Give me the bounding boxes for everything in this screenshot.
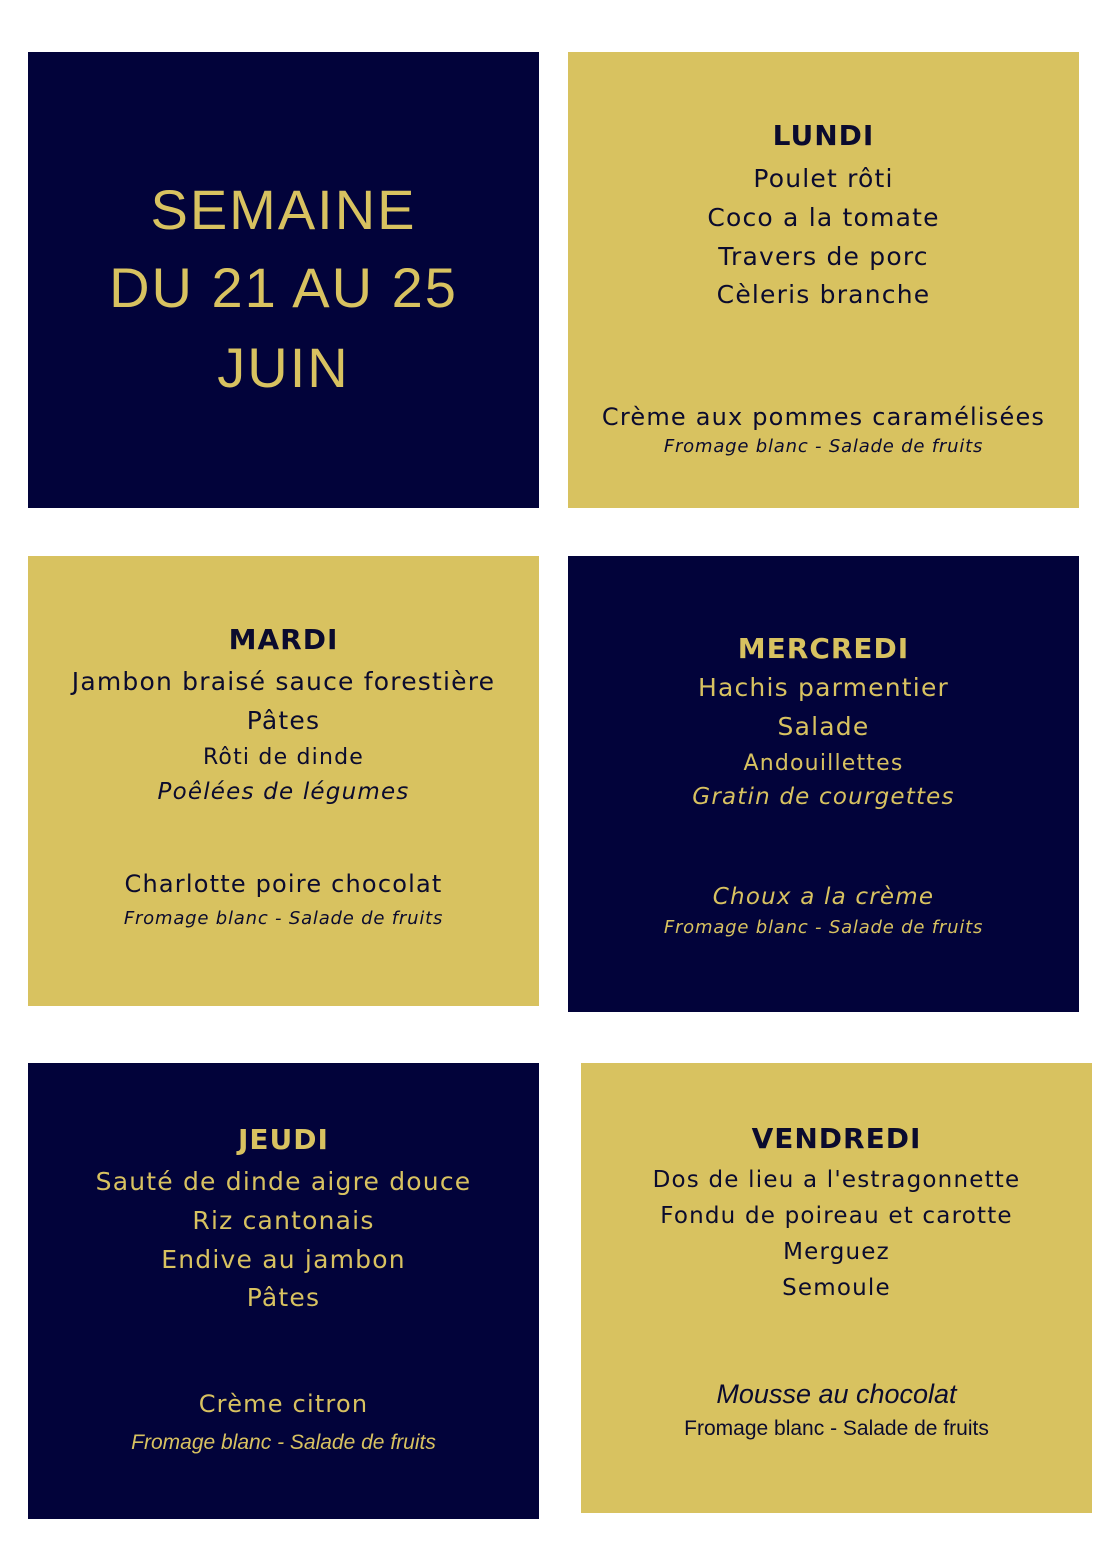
menu-panel-jeudi — [28, 1063, 539, 1519]
dish-item: Merguez — [783, 1239, 890, 1265]
week-title-line-2: DU 21 AU 25 — [109, 256, 458, 319]
dessert-item: Mousse au chocolat — [716, 1379, 957, 1409]
dish-item: Fondu de poireau et carotte — [660, 1203, 1013, 1229]
day-heading: LUNDI — [772, 119, 875, 152]
dessert-alternatives: Fromage blanc - Salade de fruits — [131, 1431, 436, 1454]
menu-panel-vendredi — [581, 1063, 1092, 1513]
day-heading: MERCREDI — [737, 632, 910, 665]
dish-item: Hachis parmentier — [697, 673, 950, 702]
dessert-item: Crème aux pommes caramélisées — [601, 403, 1046, 431]
dessert-item: Crème citron — [198, 1390, 369, 1418]
dish-item: Pâtes — [246, 706, 321, 735]
dessert-alternatives: Fromage blanc - Salade de fruits — [663, 917, 984, 938]
dish-item: Jambon braisé sauce forestière — [71, 667, 496, 696]
dish-item: Sauté de dinde aigre douce — [95, 1167, 472, 1196]
dish-item: Poêlées de légumes — [157, 779, 410, 805]
dish-item: Semoule — [782, 1275, 891, 1301]
dish-item: Travers de porc — [718, 242, 929, 271]
week-title-line-1: SEMAINE — [150, 178, 417, 241]
dish-item: Endive au jambon — [161, 1245, 406, 1274]
dish-item: Gratin de courgettes — [692, 784, 955, 810]
dessert-item: Choux a la crème — [712, 884, 935, 910]
dessert-alternatives: Fromage blanc - Salade de fruits — [663, 436, 984, 457]
week-title-panel — [28, 52, 539, 508]
dessert-alternatives: Fromage blanc - Salade de fruits — [684, 1417, 989, 1440]
day-heading: JEUDI — [238, 1123, 329, 1156]
week-title-line-3: JUIN — [217, 336, 350, 399]
menu-panel-lundi — [568, 52, 1079, 508]
menu-panel-mercredi — [568, 556, 1079, 1012]
day-heading: VENDREDI — [751, 1122, 922, 1155]
dish-item: Riz cantonais — [192, 1206, 375, 1235]
dish-item: Andouillettes — [743, 751, 904, 776]
dish-item: Cèleris branche — [716, 280, 931, 309]
dish-item: Pâtes — [246, 1283, 321, 1312]
dish-item: Poulet rôti — [753, 164, 894, 193]
dish-item: Dos de lieu a l'estragonnette — [652, 1167, 1021, 1193]
dish-item: Salade — [777, 712, 870, 741]
day-heading: MARDI — [228, 623, 339, 656]
dish-item: Coco a la tomate — [707, 203, 940, 232]
dish-item: Rôti de dinde — [202, 745, 365, 770]
dessert-alternatives: Fromage blanc - Salade de fruits — [123, 908, 444, 929]
dessert-item: Charlotte poire chocolat — [124, 870, 443, 898]
menu-panel-mardi — [28, 556, 539, 1006]
